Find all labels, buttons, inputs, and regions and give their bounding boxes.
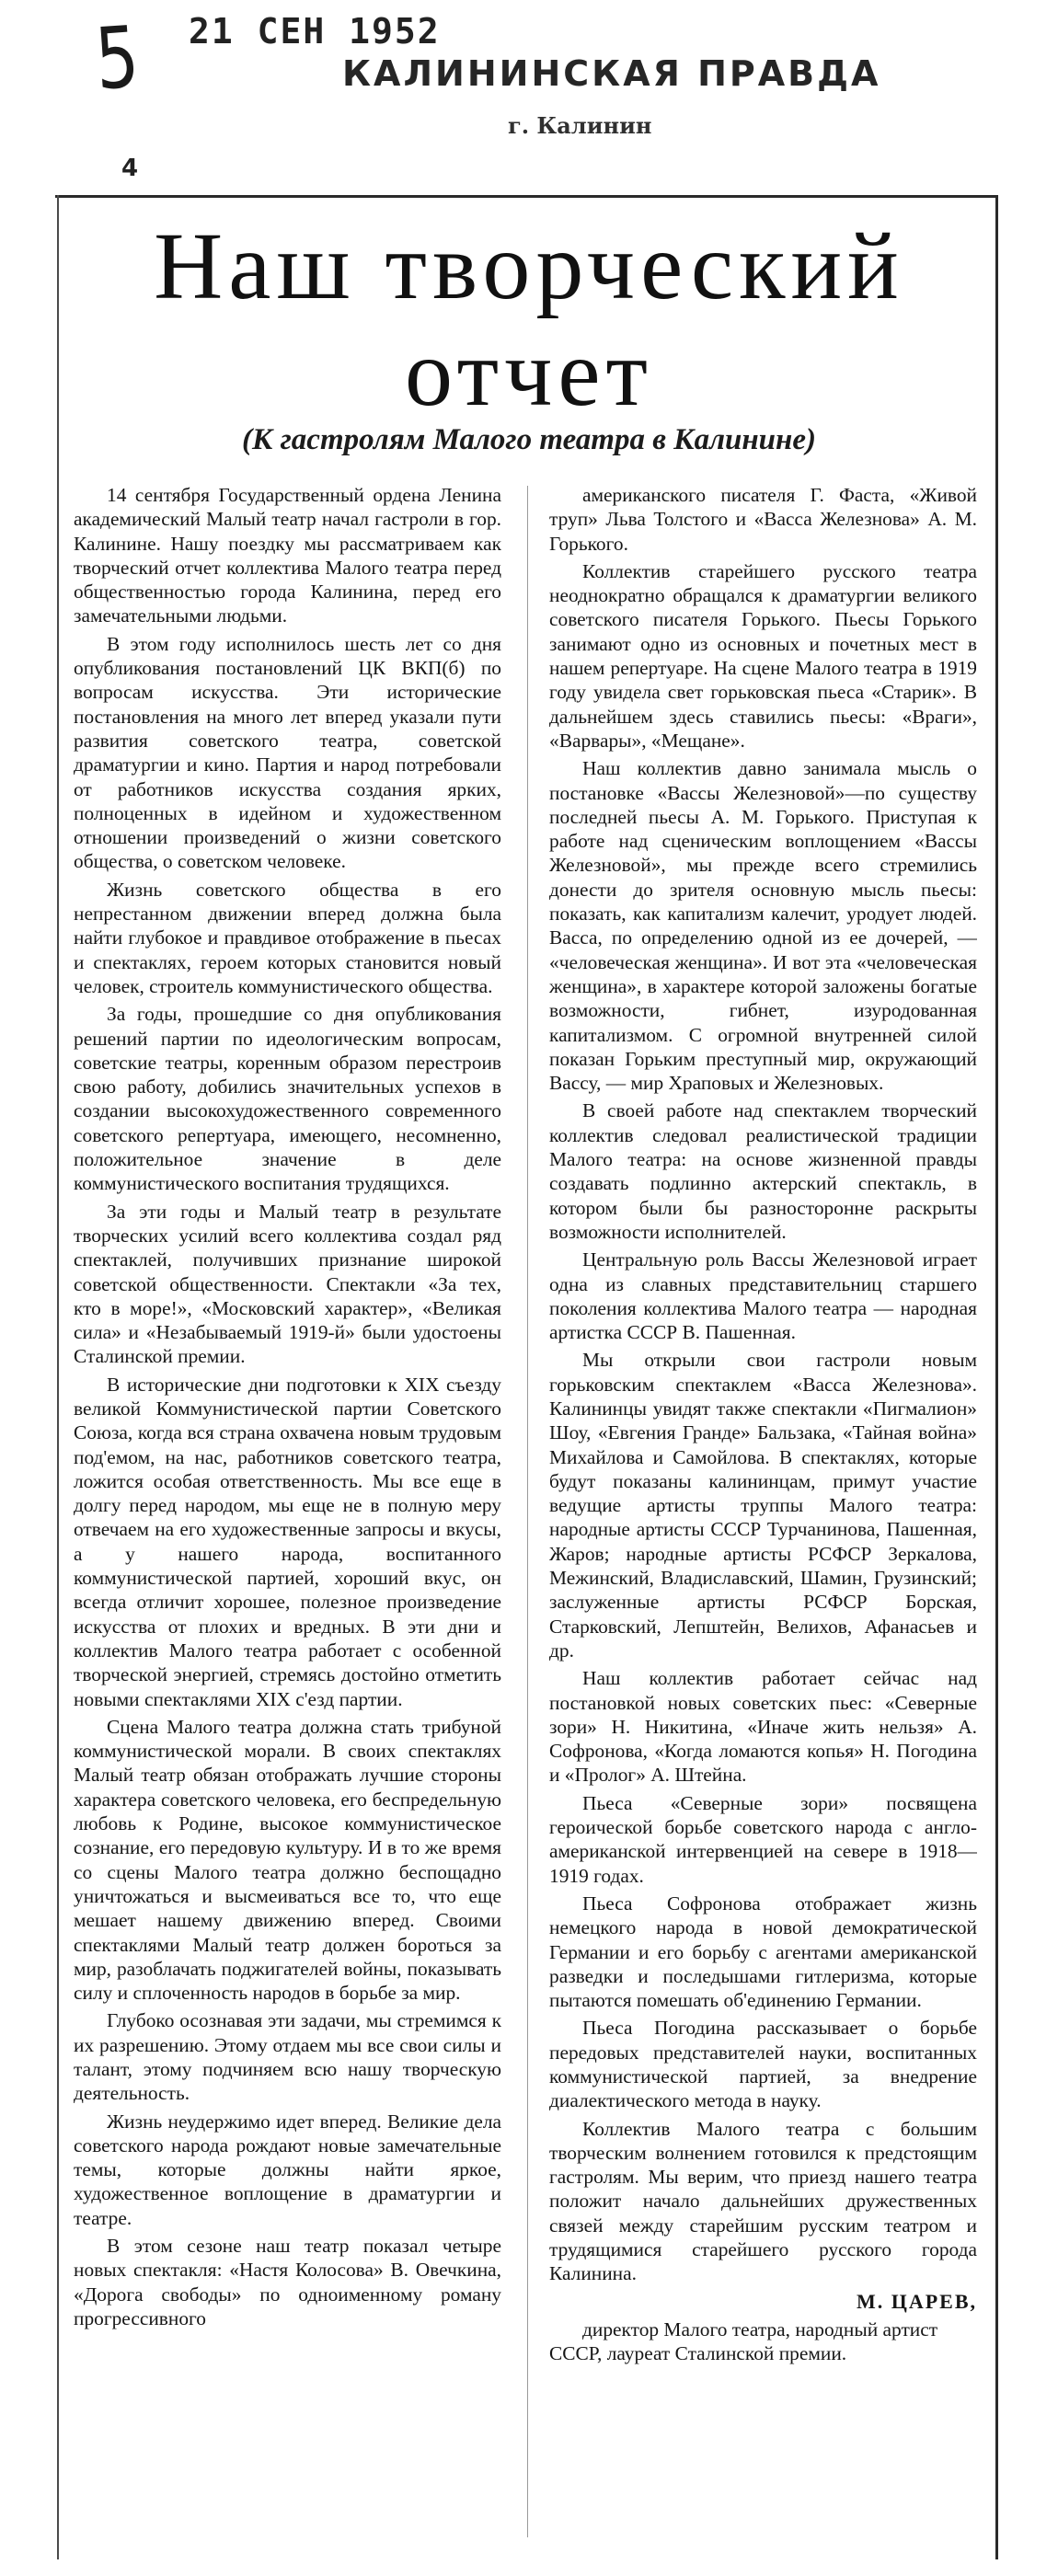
article-subtitle: (К гастролям Малого театра в Калинине) xyxy=(242,423,816,456)
article-headline xyxy=(64,213,994,427)
paragraph: Наш коллектив давно занимала мысль о постановке «Вассы Железновой»—по существу последней пьесы А. М. Горького. Приступая к работе над сценическим воплощением «Вассы Железновой», мы прежде всего стремились донести до зрителя основную мысль пьесы: показать, как капитализм калечит, уродует людей. Васса, по определению одной из ее дочерей, — «человеческая женщина». И вот эта «человеческая женщина», в характере которой заложены богатые возможности, гибнет, изуродованная капитализмом. С огромной внутренней силой показан Горьким преступный мир, окружающий Вассу, — мир Храповых и Железновых. xyxy=(549,757,977,1095)
city-stamp: г. Калинин xyxy=(508,112,652,139)
author-signature: М. ЦАРЕВ, xyxy=(856,2289,977,2313)
paragraph: Пьеса Погодина рассказывает о борьбе передовых представителей науки, воспитанных коммунистической партией, за внедрение диалектического метода в науку. xyxy=(549,2017,977,2112)
headline-line-1: Наш творческий xyxy=(154,213,904,319)
paragraph: Сцена Малого театра должна стать трибуной коммунистической морали. В своих спектаклях Малый театр обязан отображать лучшие стороны характера советского человека, его беспредельную любовь к Родине, высокое коммунистическое сознание, его передовую культуру. И в то же время со сцены Малого театра должно беспощадно уничтожаться и высмеиваться все то, что еще мешает нашему движению вперед. Своими спектаклями Малый театр должен бороться за мир, разоблачать поджигателей войны, показывать силу и сплоченность народов в борьбе за мир. xyxy=(74,1715,501,2005)
headline-line-2: отчет xyxy=(405,320,653,426)
column-divider xyxy=(527,486,528,2537)
paragraph: В этом году исполнилось шесть лет со дня опубликования постановлений ЦК ВКП(б) по вопросам искусства. Эти исторические постановления на много лет вперед указали пути развития советского театра, советской драматургии и кино. Партия и народ потребовали от работников искусства создания ярких, полноценных в идейном и художественном отношении произведений о жизни советского общества, о советском человеке. xyxy=(74,632,501,873)
author-title: директор Малого театра, народный артист СССР, лауреат Сталинской премии. xyxy=(549,2317,938,2365)
paragraph: В своей работе над спектаклем творческий коллектив следовал реалистической традиции Малого театра: на основе жизненной правды создавать подлинно актерский спектакль, в котором были бы разносторонне раскрыты возможности исполнителей. xyxy=(549,1099,977,1243)
paragraph: За годы, прошедшие со дня опубликования решений партии по идеологическим вопросам, советские театры, коренным образом перестроив свою работу, добились значительных успехов в создании высокохудожественного современного советского репертуара, имеющего, несомненно, положительное значение в деле коммунистического воспитания трудящихся. xyxy=(74,1003,501,1195)
paragraph: В исторические дни подготовки к XIX съезду великой Коммунистической партии Советского Союза, когда вся страна охвачена новым трудовым под'емом, на нас, работников советского театра, ложится особая ответственность. Мы все еще в долгу перед народом, мы еще не в полную меру отвечаем на его художественные запросы и вкусы, а у нашего народа, воспитанного коммунистической партией, хороший вкус, он всегда отличит хорошее, полезное произведение искусства от плохих и вредных. В эти дни и коллектив Малого театра работает с особенной творческой энергией, стремясь достойно отметить новыми спектаклями XIX с'езд партии. xyxy=(74,1373,501,1710)
paragraph: Жизнь советского общества в его непрестанном движении вперед должна была найти глубокое и правдивое отображение в пьесах и спектаклях, героем которых становится новый человек, строитель коммунистического общества. xyxy=(74,878,501,997)
paragraph: Глубоко осознавая эти задачи, мы стремимся к их разрешению. Этому отдаем мы все свои силы и талант, этому подчиняем всю нашу творческую деятельность. xyxy=(74,2009,501,2105)
date-stamp: 21 СЕН 1952 xyxy=(189,11,441,52)
paragraph: Коллектив Малого театра с большим творческим волнением готовился к предстоящим гастролям. Мы верим, что приезд нашего театра положит начало дальнейших дружественных связей между старейшим русским театром и трудящимися старейшего русского города Калинина. xyxy=(549,2117,977,2285)
paragraph: Центральную роль Вассы Железновой играет одна из славных представительниц старшего поколения коллектива Малого театра — народная артистка СССР В. Пашенная. xyxy=(549,1248,977,1344)
paragraph: Наш коллектив работает сейчас над постановкой новых советских пьес: «Северные зори» Н. Никитина, «Иначе жить нельзя» А. Софронова, «Когда ломаются копья» Н. Погодина и «Пролог» А. Штейна. xyxy=(549,1667,977,1787)
clipping-top-border xyxy=(55,195,998,198)
paragraph: В этом сезоне наш театр показал четыре новых спектакля: «Настя Колосова» В. Овечкина, «Дорога свободы» по одноименному роману прогрессивного xyxy=(74,2235,501,2329)
clipping-left-border xyxy=(57,195,59,2559)
paragraph: Коллектив старейшего русского театра неоднократно обращался к драматургии великого советского писателя Горького. Пьесы Горького занимают одно из основных и почетных мест в нашем репертуаре. На сцене Малого театра в 1919 году увидела свет горьковская пьеса «Старик». В дальнейшем здесь ставились пьесы: «Враги», «Варвары», «Мещане». xyxy=(549,559,977,752)
handwritten-page-mark: 5 xyxy=(92,7,143,109)
paragraph: Пьеса Софронова отображает жизнь немецкого народа в новой демократической Германии и его борьбу с агентами американской разведки и последышами гитлеризма, которые пытаются помешать об'единению Германии. xyxy=(549,1892,977,2012)
right-column xyxy=(549,483,977,2562)
paragraph: Пьеса «Северные зори» посвящена героической борьбе советского народа с англо-американской интервенцией на севере в 1918—1919 годах. xyxy=(549,1791,977,1887)
left-column xyxy=(74,483,501,2562)
paragraph: Мы открыли свои гастроли новым горьковским спектаклем «Васса Железнова». Калининцы увидят также спектакли «Пигмалион» Шоу, «Евгения Гранде» Бальзака, «Тайная война» Михайлова и Самойлова. В спектаклях, которые будут показаны калининцам, примут участие ведущие артисты труппы Малого театра: народные артисты СССР Турчанинова, Пашенная, Жаров; народные артисты РСФСР Зеркалова, Межинский, Владиславский, Шамин, Грузинский; заслуженные артисты РСФСР Борская, Старковский, Лепштейн, Велихов, Афанасьев и др. xyxy=(549,1349,977,1662)
small-page-mark: 4 xyxy=(121,155,139,182)
newspaper-name-stamp: КАЛИНИНСКАЯ ПРАВДА xyxy=(342,53,881,94)
paragraph: 14 сентября Государственный ордена Ленина академический Малый театр начал гастроли в гор. Калинине. Нашу поездку мы рассматриваем как творческий отчет коллектива Малого театра перед общественностью города Калинина, перед его замечательными людьми. xyxy=(74,484,501,627)
paragraph: За эти годы и Малый театр в результате творческих усилий всего коллектива создал ряд спектаклей, получивших признание широкой советской общественности. Спектакли «За тех, кто в море!», «Московский характер», «Великая сила» и «Незабываемый 1919-й» были удостоены Сталинской премии. xyxy=(74,1200,501,1368)
clipping-right-border xyxy=(995,195,998,2559)
paragraph: американского писателя Г. Фаста, «Живой труп» Льва Толстого и «Васса Железнова» А. М. Горького. xyxy=(549,484,977,555)
paragraph: Жизнь неудержимо идет вперед. Великие дела советского народа рождают новые замечательные темы, которые должны найти яркое, художественное воплощение в драматургии и театре. xyxy=(74,2110,501,2229)
